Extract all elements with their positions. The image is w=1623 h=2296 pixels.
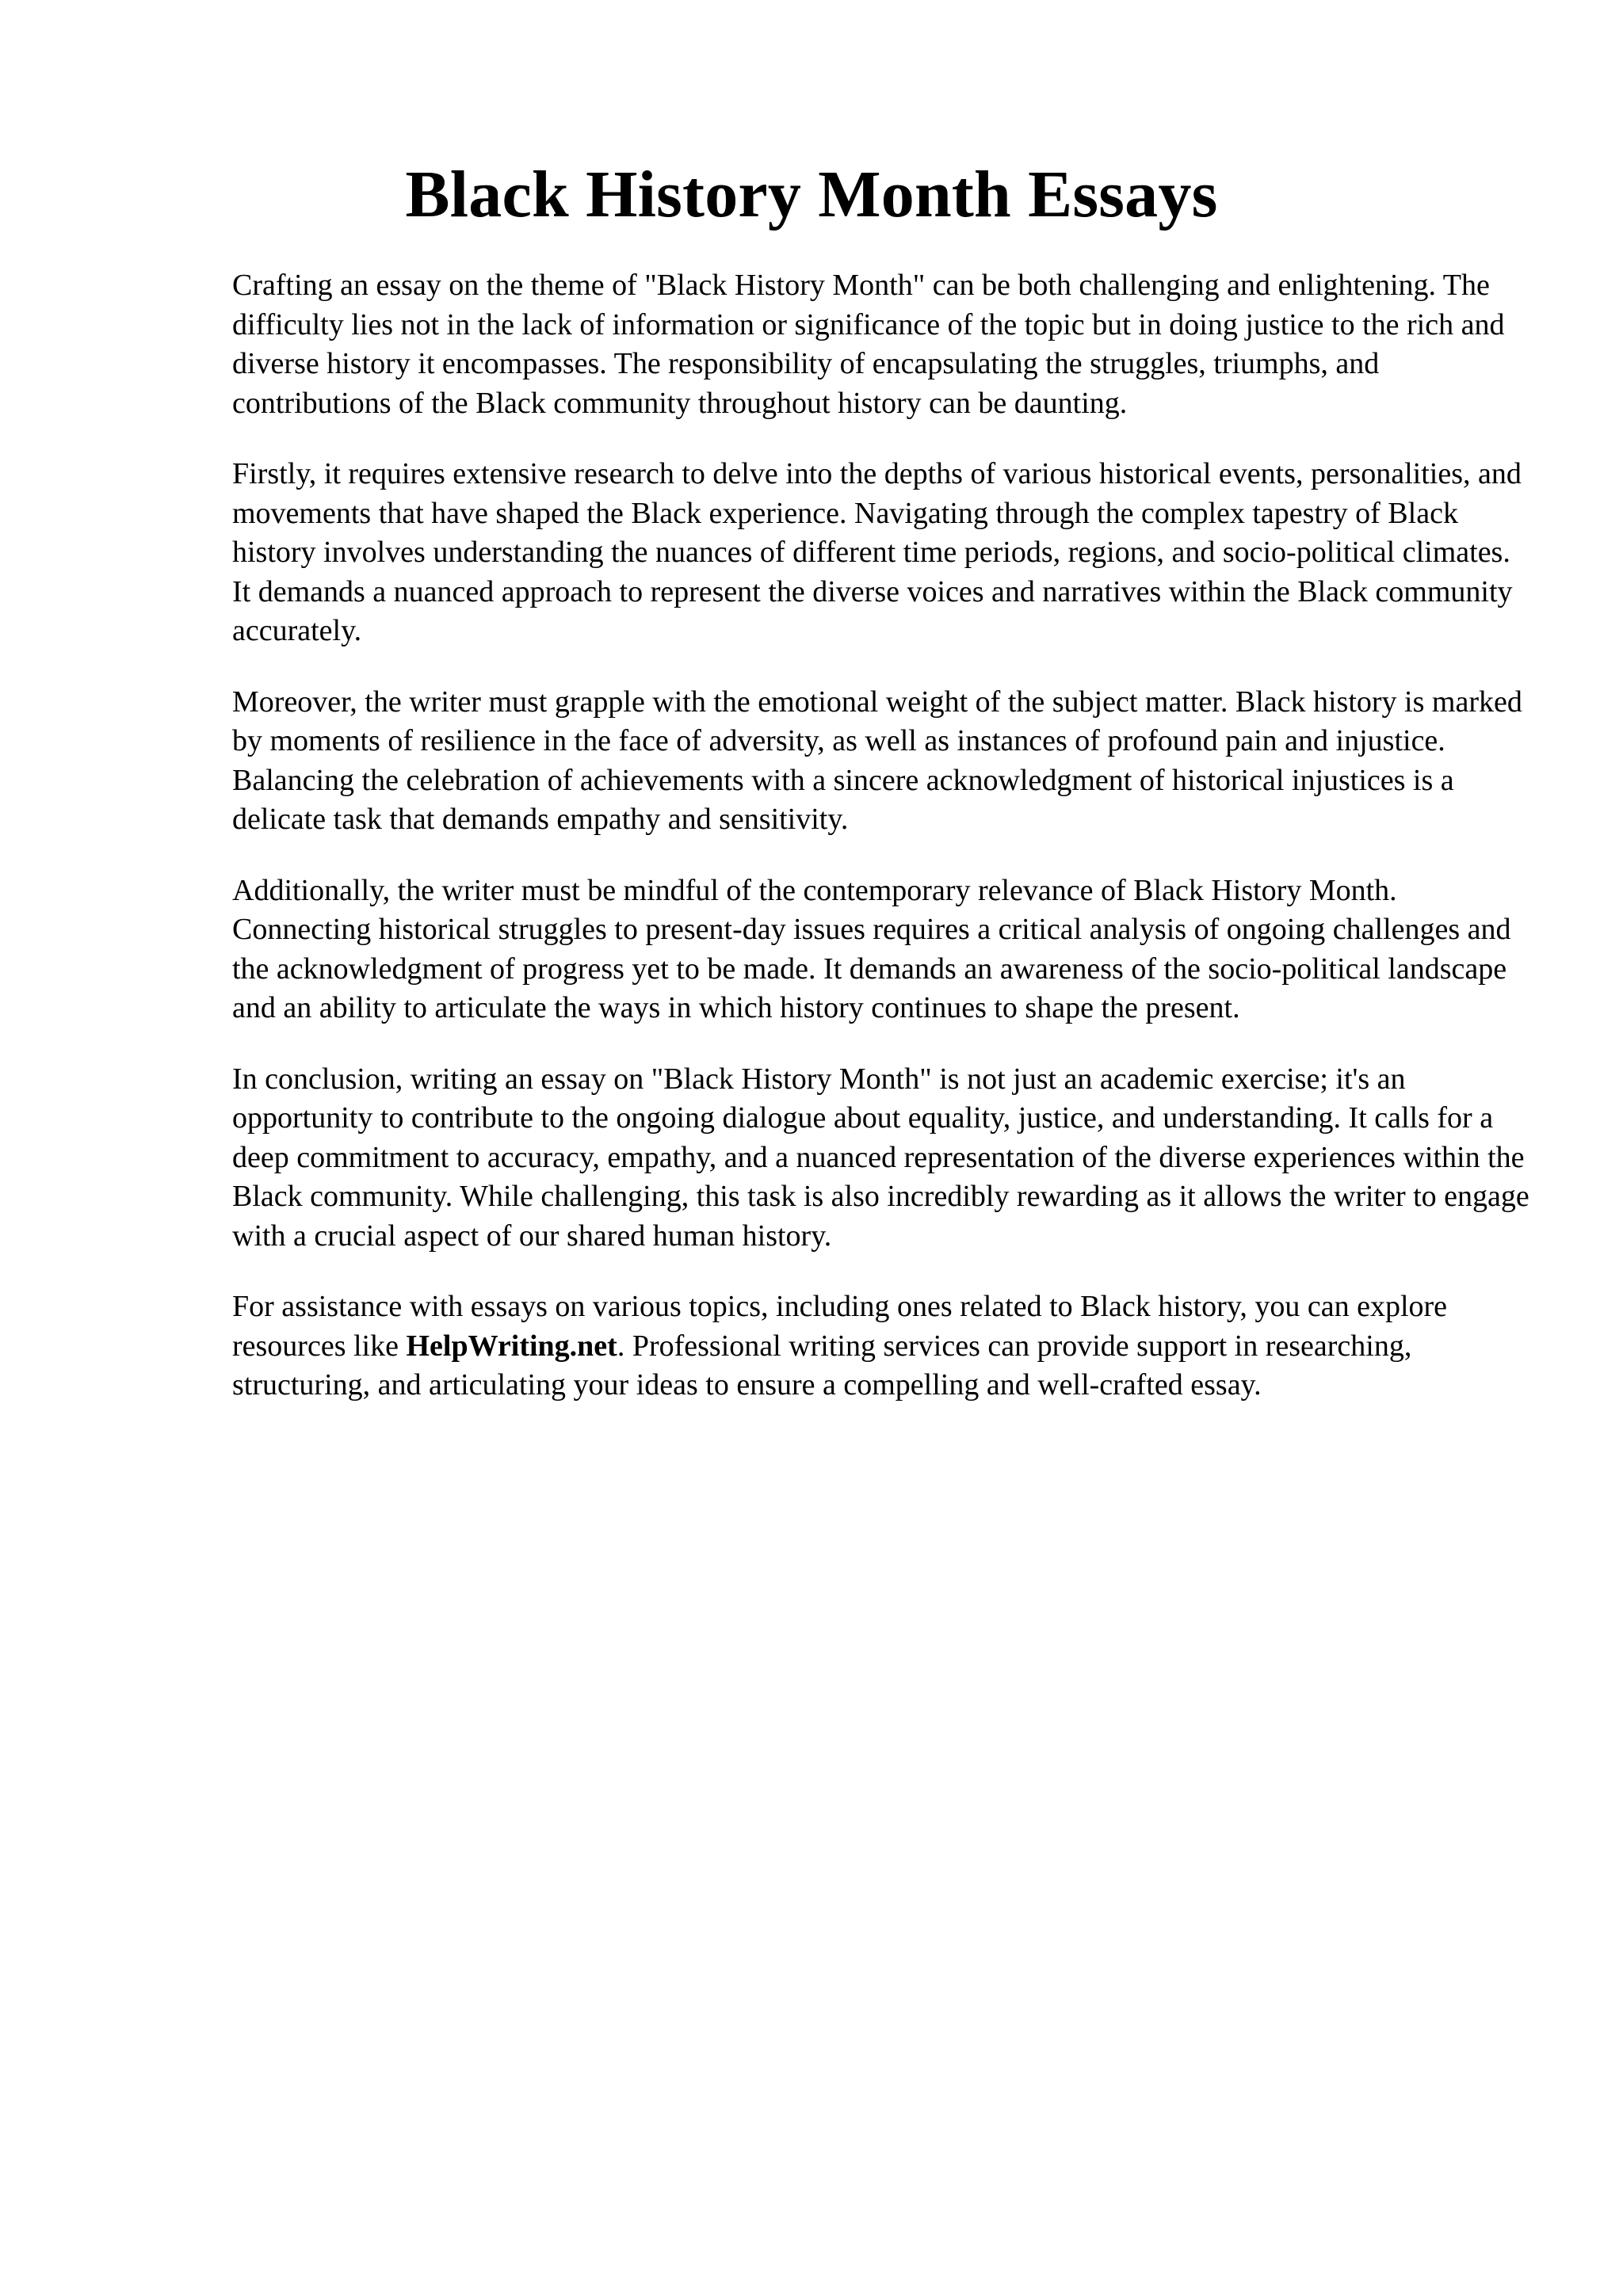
document-body	[232, 266, 1532, 1437]
assistance-text-after-link: . Professional writing services can provide support in researching, structuring, and articulating your ideas to ensure a compelling and well-crafted essay.	[232, 1329, 1412, 1402]
paragraph-contemporary-relevance: Additionally, the writer must be mindful of the contemporary relevance of Black History Month. Connecting historical struggles to present-day issues requires a critical analysis of ongoing challenges and the acknowledgment of progress yet to be made. It demands an awareness of the socio-political landscape and an ability to articulate the ways in which history continues to shape the present.	[232, 873, 1511, 1024]
paragraph-intro: Crafting an essay on the theme of "Black History Month" can be both challenging and enlightening. The difficulty lies not in the lack of information or significance of the topic but in doing justice to the rich and diverse history it encompasses. The responsibility of encapsulating the struggles, triumphs, and contributions of the Black community throughout history can be daunting.	[232, 269, 1505, 420]
helpwriting-link[interactable]: HelpWriting.net	[406, 1329, 617, 1363]
paragraph-research: Firstly, it requires extensive research to delve into the depths of various historical events, personalities, and movements that have shaped the Black experience. Navigating through the complex tapestry of Black history involves understanding the nuances of different time periods, regions, and socio-political climates. It demands a nuanced approach to represent the diverse voices and narratives within the Black community accurately.	[232, 457, 1522, 647]
paragraph-assistance	[232, 1287, 1532, 1405]
assistance-text-before-link: For assistance with essays on various topics, including ones related to Black history, you can explore resources like	[232, 1290, 1448, 1363]
document-title: Black History Month Essays	[405, 158, 1218, 231]
paragraph-conclusion: In conclusion, writing an essay on "Black History Month" is not just an academic exercise; it's an opportunity to contribute to the ongoing dialogue about equality, justice, and understanding. It calls for a deep commitment to accuracy, empathy, and a nuanced representation of the diverse experiences within the Black community. While challenging, this task is also incredibly rewarding as it allows the writer to engage with a crucial aspect of our shared human history.	[232, 1062, 1529, 1253]
paragraph-emotional-weight: Moreover, the writer must grapple with the emotional weight of the subject matter. Black history is marked by moments of resilience in the face of adversity, as well as instances of profound pain and injustice. Balancing the celebration of achievements with a sincere acknowledgment of historical injustices is a delicate task that demands empathy and sensitivity.	[232, 685, 1522, 836]
